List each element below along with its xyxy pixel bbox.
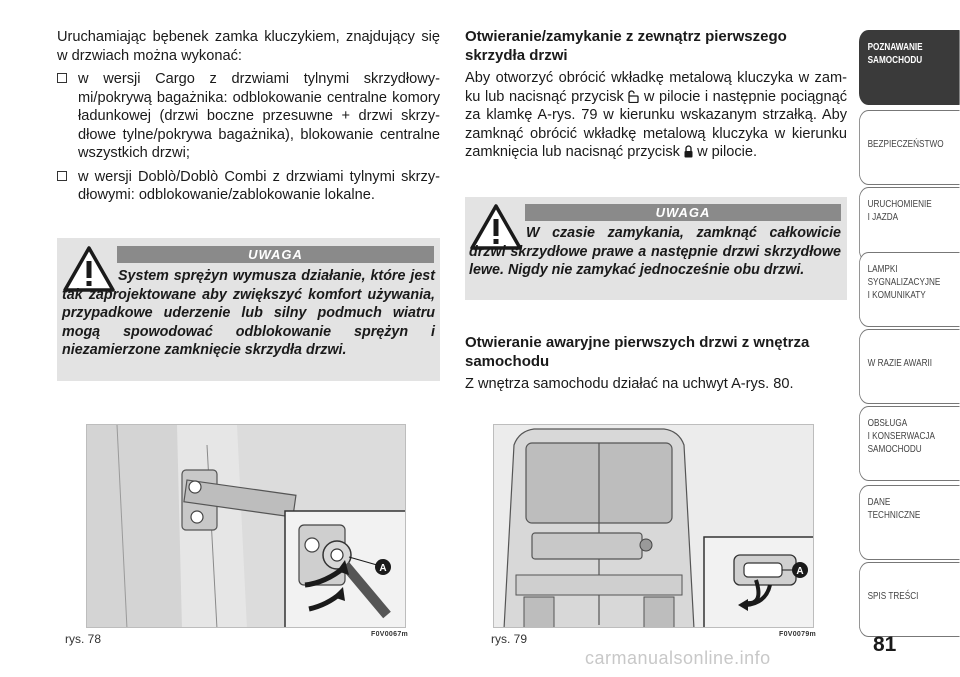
page-number: 81 (873, 633, 897, 656)
tab-spis-tresci[interactable]: SPIS TREŚCI (859, 562, 960, 637)
lock-button-icon (684, 145, 693, 158)
checkbox-bullet-icon (57, 73, 67, 83)
unlock-button-icon (628, 90, 639, 103)
warning-text: W czasie zamykania, zamknąć całkowicie drzwi skrzydłowe prawe a następnie drzwi skrzydłowe lewe. Nigdy nie zamykać jednocześnie obu drzwi. (469, 225, 841, 278)
figure-78-door-hinge (86, 424, 406, 628)
tab-dane-techniczne[interactable]: DANE TECHNICZNE (859, 485, 960, 560)
figure-code: F0V0067m (371, 631, 409, 638)
tab-uruchomienie-i-jazda[interactable]: URUCHOMIENIE I JAZDA (859, 187, 960, 262)
figure-code: F0V0079m (779, 631, 817, 638)
list-item: w wersji Doblò/Doblò Combi z drzwiami tylnymi skrzydłowymi: odblokowanie/zablokowanie lokalne. (57, 168, 440, 205)
figure-caption: rys. 79 (491, 632, 528, 646)
tab-poznawanie-samochodu[interactable]: POZNAWANIE SAMOCHODU (859, 30, 960, 105)
left-column (57, 28, 440, 210)
door-check-illustration (87, 425, 406, 628)
warning-box-right (465, 197, 847, 300)
option-list (57, 70, 440, 205)
checkbox-bullet-icon (57, 171, 67, 181)
intro-paragraph: Uruchamiając bębenek zamka kluczykiem, znajdujący się w drzwiach można wykonać: (57, 29, 440, 64)
warning-label: UWAGA (117, 246, 434, 263)
section-paragraph: Z wnętrza samochodu działać na uchwyt A-rys. 80. (465, 376, 794, 392)
section-paragraph: Aby otworzyć obrócić wkładkę metalową kluczyka w zamku lub nacisnąć przycisk w pilocie i następnie pociągnąć za klamkę A-rys. 79 w kierunku wskazanym strzałką. Aby zamknąć obrócić wkładkę metalową kluczyka w kierunku zamknięcia lub nacisnąć przycisk w pilocie. (465, 70, 848, 160)
figure-79-rear-doors (493, 424, 814, 628)
tab-lampki-sygnalizacyjne[interactable]: LAMPKI SYGNALIZACYJNE I KOMUNIKATY (859, 252, 960, 327)
callout-label: A (379, 563, 387, 574)
warning-label: UWAGA (525, 204, 841, 221)
section-title: Otwieranie awaryjne pierwszych drzwi z wnętrza samochodu (465, 334, 810, 370)
right-column (465, 28, 847, 162)
warning-box-left (57, 238, 440, 381)
section-title: Otwieranie/zamykanie z zewnątrz pierwszego skrzydła drzwi (465, 28, 787, 64)
list-item: w wersji Cargo z drzwiami tylnymi skrzydłowymi/pokrywą bagażnika: odblokowanie centralne komory ładunkowej (drzwi boczne przesuwne + drzwi skrzydłowe tylne/pokrywa bagażnika), blokowanie centralne wszystkich drzwi; (57, 70, 440, 163)
warning-text: System sprężyn wymusza działanie, które jest tak zaprojektowane aby zwiększyć komfort używania, przypadkowe uderzenie lub silny podmuch wiatru mogą spowodować odblokowanie sprężyn i niezamierzone zamknięcie skrzydła drzwi. (62, 268, 435, 358)
tab-obsluga-i-konserwacja[interactable]: OBSŁUGA I KONSERWACJA SAMOCHODU (859, 406, 960, 481)
rear-doors-illustration (494, 425, 814, 628)
watermark: carmanualsonline.info (585, 648, 771, 668)
tab-w-razie-awarii[interactable]: W RAZIE AWARII (859, 329, 960, 404)
figure-caption: rys. 78 (65, 632, 102, 646)
callout-label: A (796, 566, 804, 577)
tab-bezpieczenstwo[interactable]: BEZPIECZEŃSTWO (859, 110, 960, 185)
section-emergency (465, 334, 847, 394)
